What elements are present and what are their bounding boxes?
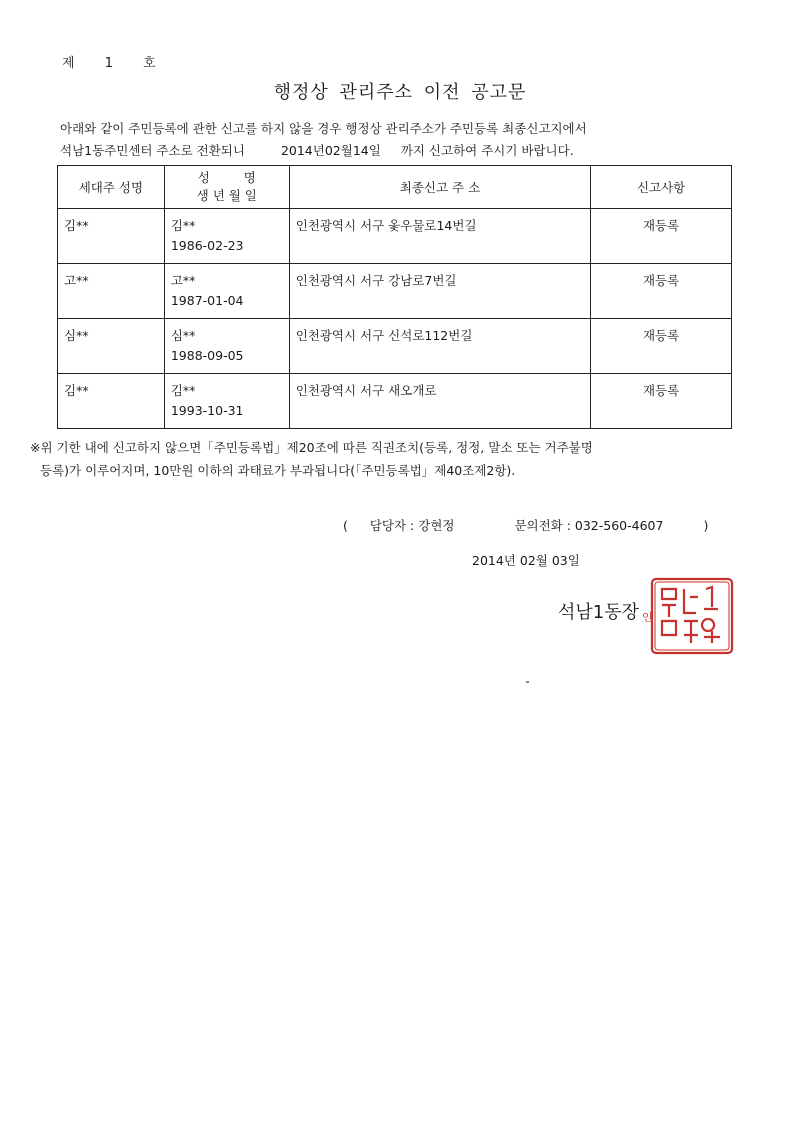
table-row [58,374,732,429]
cell-householder: 심** [58,319,165,374]
header-birth: 생 년 월 일 [196,188,257,203]
cell-name-birth [164,319,289,374]
contact-close-paren: ) [703,518,709,533]
intro-line-2-start: 석남1동주민센터 주소로 전환되니 [60,143,245,158]
header-name: 성 명 [197,170,256,185]
issue-date: 2014년 02월 03일 [472,553,580,568]
cell-report: 재등록 [591,374,732,429]
document-number: 제 1 호 [62,56,156,71]
header-householder: 세대주 성명 [58,166,165,209]
cell-report: 재등록 [591,264,732,319]
cell-address: 인천광역시 서구 강남로7번길 [289,264,591,319]
cell-name: 심** [170,328,196,343]
seal-inner-mark: 인 [642,611,653,624]
contact-info [343,516,708,534]
contact-person: 담당자 : 강현정 [369,518,455,533]
cell-name-birth [164,264,289,319]
deadline-date: 2014년02월14일 [280,143,381,158]
cell-birth: 1986-02-23 [170,238,244,253]
cell-address: 인천광역시 서구 새오개로 [289,374,591,429]
cell-address: 인천광역시 서구 신석로112번길 [289,319,591,374]
footnote-line-2: 등록)가 이루어지며, 10만원 이하의 과태료가 부과됩니다(「주민등록법」제40조제2항). [40,463,516,478]
cell-name: 김** [170,383,196,398]
cell-address: 인천광역시 서구 옻우물로14번길 [289,209,591,264]
cell-householder: 김** [58,209,165,264]
cell-name-birth [164,374,289,429]
cell-birth: 1987-01-04 [170,293,244,308]
cell-birth: 1988-09-05 [170,348,244,363]
notice-table [57,165,732,429]
cell-householder: 고** [58,264,165,319]
footnote-line-1: ※위 기한 내에 신고하지 않으면「주민등록법」제20조에 따른 직권조치(등록, 정정, 말소 또는 거주불명 [30,440,593,455]
contact-open-paren: ( [343,518,348,533]
cell-birth: 1993-10-31 [170,403,244,418]
official-seal-icon [630,575,740,657]
intro-line-1: 아래와 같이 주민등록에 관한 신고를 하지 않을 경우 행정상 관리주소가 주민등록 최종신고지에서 [60,121,587,136]
table-header-row [58,166,732,209]
cell-householder: 김** [58,374,165,429]
page-title: 행정상 관리주소 이전 공고문 [273,82,527,103]
intro-line-2-end: 까지 신고하여 주시기 바랍니다. [400,143,574,158]
header-report: 신고사항 [591,166,732,209]
table-row [58,209,732,264]
table-row [58,319,732,374]
header-address: 최종신고 주 소 [289,166,591,209]
header-name-birth [164,166,289,209]
cell-report: 재등록 [591,319,732,374]
cell-name: 고** [170,273,196,288]
intro-line-2 [60,141,760,159]
table-row [58,264,732,319]
contact-phone: 문의전화 : 032-560-4607 [514,518,664,533]
scan-speck [526,681,529,683]
signer-title: 석남1동장 [558,602,640,623]
cell-report: 재등록 [591,209,732,264]
cell-name: 김** [170,218,196,233]
cell-name-birth [164,209,289,264]
